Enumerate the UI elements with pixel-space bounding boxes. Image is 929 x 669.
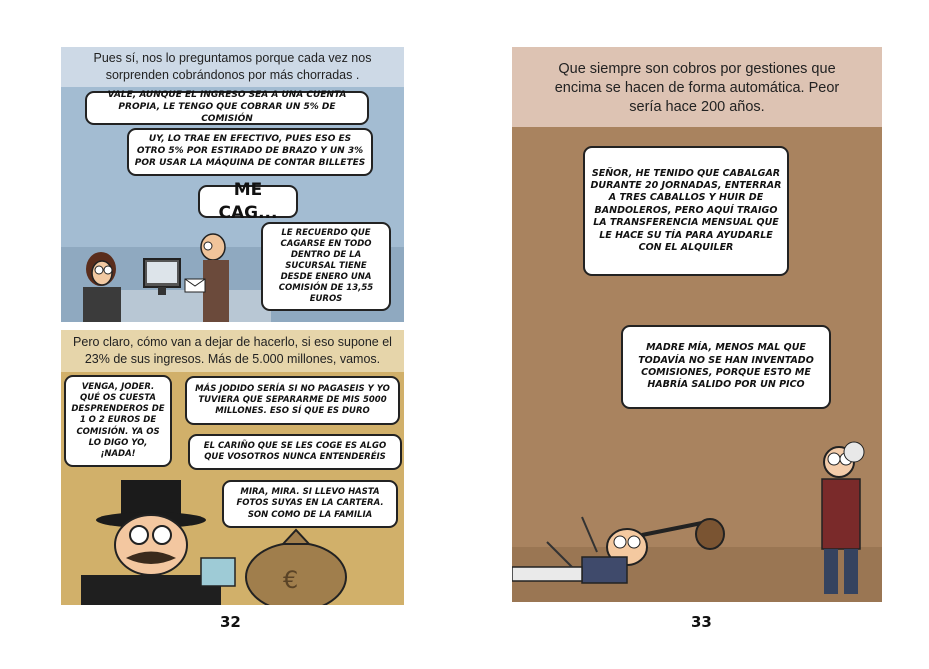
- speech-bubble-messenger: SEÑOR, HE TENIDO QUE CABALGAR DURANTE 20 JORNADAS, ENTERRAR A TRES CABALLOS Y HUIR DE BANDOLEROS, PERO AQUÍ TRAIGO LA TRANSFERENCIA MENSUAL QUE LE HACE SU TÍA PARA AYUDARLE CON EL ALQUILER: [583, 146, 789, 276]
- speech-bubble-banker-fotos: MIRA, MIRA. SI LLEVO HASTA FOTOS SUYAS EN LA CARTERA. SON COMO DE LA FAMILIA: [222, 480, 398, 528]
- speech-bubble-customer-swear: ME CAG...: [198, 185, 298, 218]
- speech-bubble-nobleman: MADRE MÍA, MENOS MAL QUE TODAVÍA NO SE HAN INVENTADO COMISIONES, PORQUE ESTO ME HABRÍA SALIDO POR UN PICO: [621, 325, 831, 409]
- page-number-left: 32: [220, 613, 241, 631]
- svg-text:€: €: [283, 566, 299, 594]
- speech-bubble-banker-millones: MÁS JODIDO SERÍA SI NO PAGASEIS Y YO TUVIERA QUE SEPARARME DE MIS 5000 MILLONES. ESO SÍ QUE ES DURO: [185, 376, 400, 425]
- top-panel-caption: Pues sí, nos lo preguntamos porque cada vez nos sorprenden cobrándonos por más chorradas .: [61, 47, 404, 87]
- page-number-right: 33: [691, 613, 712, 631]
- speech-bubble-teller-fee: LE RECUERDO QUE CAGARSE EN TODO DENTRO DE LA SUCURSAL TIENE DESDE ENERO UNA COMISIÓN DE 13,55 EUROS: [261, 222, 391, 311]
- bottom-panel-caption: Pero claro, cómo van a dejar de hacerlo, si eso supone el 23% de sus ingresos. Más de 5.000 millones, vamos.: [61, 330, 404, 372]
- speech-bubble-banker-venga: VENGA, JODER. QUÉ OS CUESTA DESPRENDEROS DE 1 O 2 EUROS DE COMISIÓN. YA OS LO DIGO YO, ¡NADA!: [64, 375, 172, 467]
- speech-bubble-teller-commission: VALE, AUNQUE EL INGRESO SEA A UNA CUENTA PROPIA, LE TENGO QUE COBRAR UN 5% DE COMISIÓN: [85, 91, 369, 125]
- speech-bubble-teller-cash: UY, LO TRAE EN EFECTIVO, PUES ESO ES OTRO 5% POR ESTIRADO DE BRAZO Y UN 3% POR USAR LA MÁQUINA DE CONTAR BILLETES: [127, 128, 373, 176]
- right-panel-caption: Que siempre son cobros por gestiones que encima se hacen de forma automática. Peor sería hace 200 años.: [512, 47, 882, 127]
- speech-bubble-banker-carino: EL CARIÑO QUE SE LES COGE ES ALGO QUE VOSOTROS NUNCA ENTENDERÉIS: [188, 434, 402, 470]
